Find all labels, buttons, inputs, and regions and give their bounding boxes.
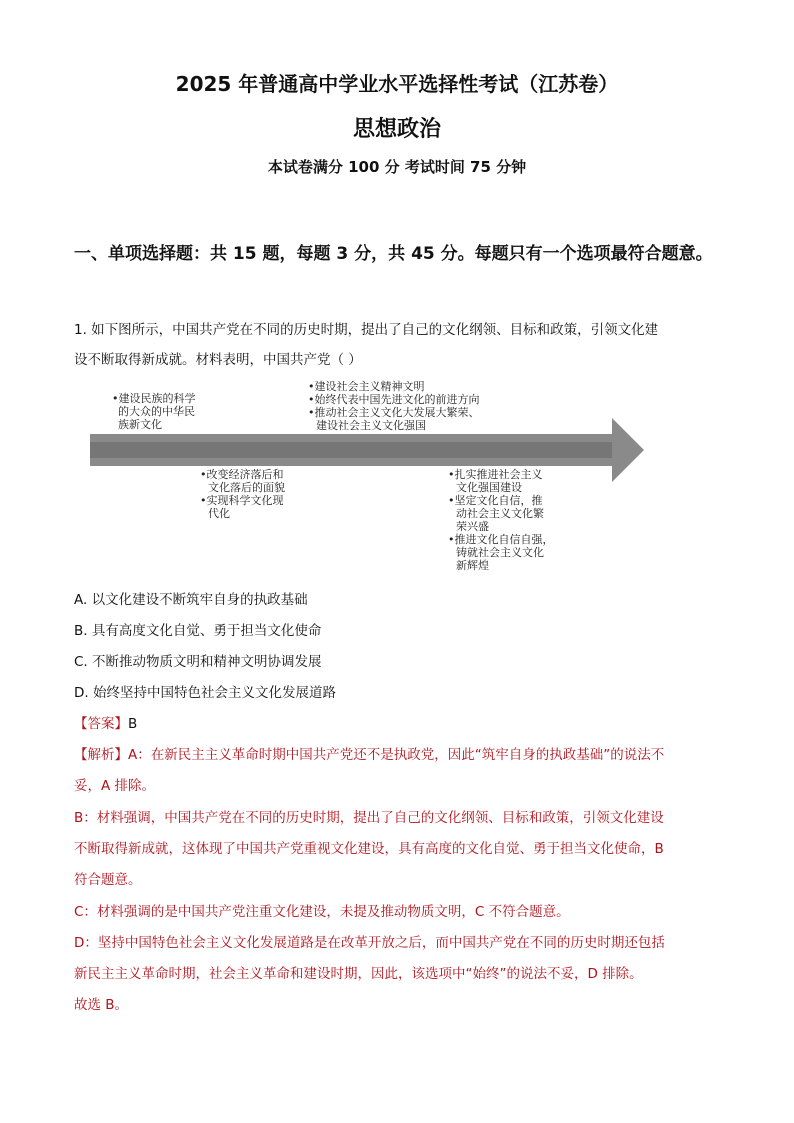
question-stem-line-2: 设不断取得新成就。材料表明，中国共产党（ ） <box>74 352 362 368</box>
diagram-text: 荣兴盛 <box>456 520 489 533</box>
exam-title: 2025 年普通高中学业水平选择性考试（江苏卷） <box>175 72 619 96</box>
answer-line <box>74 712 726 732</box>
timeline-band-shade <box>90 442 612 458</box>
analysis-line-8: 新民主主义革命时期，社会主义革命和建设时期，因此，该选项中“始终”的说法不妥，D 排除。 <box>74 966 643 982</box>
analysis-line-6: C：材料强调的是中国共产党注重文化建设，未提及推动物质文明，C 不符合题意。 <box>74 904 570 920</box>
analysis-label: 【解析】 <box>74 747 128 763</box>
diagram-text: 建设社会主义文化强国 <box>316 419 426 432</box>
question-stem-line-1: 1. 如下图所示，中国共产党在不同的历史时期，提出了自己的文化纲领、目标和政策，引领文化建 <box>74 322 659 338</box>
option-d: D. 始终坚持中国特色社会主义文化发展道路 <box>74 685 336 701</box>
analysis-line-4: 不断取得新成就，这体现了中国共产党重视文化建设，具有高度的文化自觉、勇于担当文化使命，B <box>74 841 664 857</box>
diagram-text: •推进文化自信自强， <box>448 533 554 546</box>
section-heading: 一、单项选择题：共 15 题，每题 3 分，共 45 分。每题只有一个选项最符合题意。 <box>74 244 713 264</box>
diagram-text: 文化落后的面貌 <box>208 481 285 494</box>
top-right-block <box>308 379 480 432</box>
top-left-block <box>112 391 196 431</box>
diagram-text: 动社会主义文化繁 <box>456 507 544 520</box>
analysis-line-7: D：坚持中国特色社会主义文化发展道路是在改革开放之后，而中国共产党在不同的历史时期还包括 <box>74 935 665 951</box>
option-c: C. 不断推动物质文明和精神文明协调发展 <box>74 654 322 670</box>
option-a: A. 以文化建设不断筑牢自身的执政基础 <box>74 592 308 608</box>
exam-info: 本试卷满分 100 分 考试时间 75 分钟 <box>267 158 527 176</box>
answer-value: B <box>128 716 138 732</box>
option-b: B. 具有高度文化自觉、勇于担当文化使命 <box>74 623 322 639</box>
analysis-line-3: B：材料强调，中国共产党在不同的历史时期，提出了自己的文化纲领、目标和政策，引领文化建设 <box>74 810 664 826</box>
analysis-line-2: 妥，A 排除。 <box>74 778 156 794</box>
diagram-text: •坚定文化自信，推 <box>448 494 543 507</box>
diagram-text: 文化强国建设 <box>456 481 522 494</box>
analysis-line-9: 故选 B。 <box>74 997 129 1013</box>
diagram-text: 铸就社会主义文化 <box>456 546 544 559</box>
diagram-text: 新辉煌 <box>456 559 489 572</box>
bottom-right-block <box>448 467 554 572</box>
diagram-text: •实现科学文化现 <box>200 494 284 507</box>
analysis-text: A：在新民主主义革命时期中国共产党还不是执政党，因此“筑牢自身的执政基础”的说法不 <box>128 747 665 763</box>
diagram-text: •扎实推进社会主义 <box>448 468 543 481</box>
analysis-line-1 <box>74 743 726 763</box>
diagram-text: 的大众的中华民 <box>118 405 195 418</box>
diagram-text: •推动社会主义文化大发展大繁荣、 <box>308 406 480 419</box>
diagram-text: •建设社会主义精神文明 <box>308 380 425 393</box>
subject-title: 思想政治 <box>352 117 441 142</box>
analysis-line-5: 符合题意。 <box>74 872 142 888</box>
bottom-left-block <box>200 467 285 520</box>
diagram-text: 族新文化 <box>118 418 162 431</box>
diagram-text: •改变经济落后和 <box>200 468 284 481</box>
diagram-text: 代化 <box>208 507 230 520</box>
diagram-text: •始终代表中国先进文化的前进方向 <box>308 393 480 406</box>
timeline-diagram <box>84 376 644 572</box>
answer-label: 【答案】 <box>74 716 128 732</box>
diagram-text: •建设民族的科学 <box>112 392 196 405</box>
